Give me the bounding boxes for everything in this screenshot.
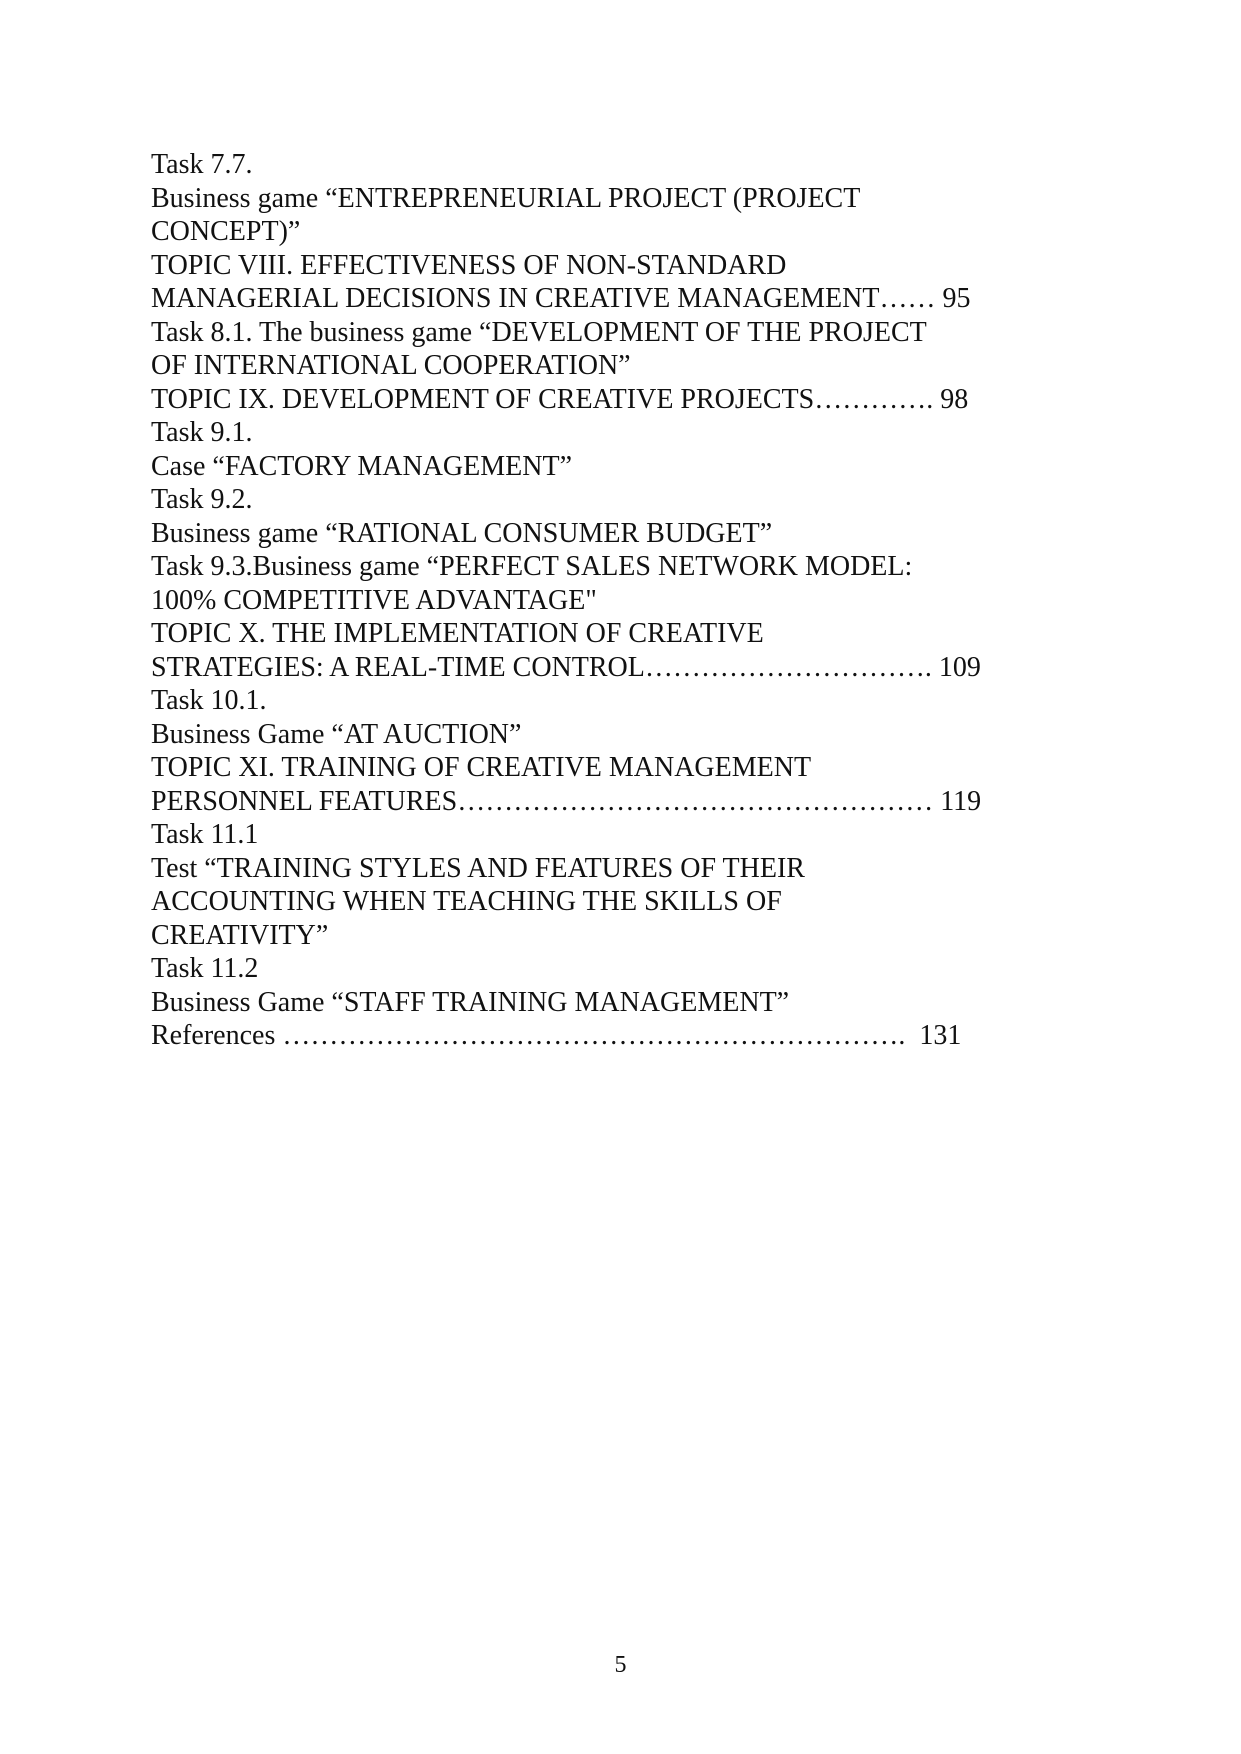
toc-line: TOPIC IX. DEVELOPMENT OF CREATIVE PROJECTS…………. 98 [151, 383, 969, 415]
toc-line: References …………………………………………………………. 131 [151, 1020, 962, 1051]
toc-line: Business Game “AT AUCTION” [151, 718, 522, 750]
toc-line: Test “TRAINING STYLES AND FEATURES OF THEIR [151, 852, 805, 884]
toc-line: Task 8.1. The business game “DEVELOPMENT OF THE PROJECT [151, 316, 927, 348]
toc-line: Task 11.1 [151, 819, 259, 850]
toc-line: Case “FACTORY MANAGEMENT” [151, 450, 573, 482]
toc-line: TOPIC VIII. EFFECTIVENESS OF NON-STANDARD [151, 249, 787, 281]
page-number: 5 [614, 1652, 627, 1678]
toc-line: Business Game “STAFF TRAINING MANAGEMENT” [151, 986, 790, 1018]
toc-line: Task 9.1. [151, 417, 253, 448]
table-of-contents [151, 148, 1031, 1053]
toc-line: Task 9.3.Business game “PERFECT SALES NETWORK MODEL: [151, 551, 913, 582]
toc-line: Business game “ENTREPRENEURIAL PROJECT (PROJECT [151, 182, 861, 214]
toc-line: TOPIC XI. TRAINING OF CREATIVE MANAGEMENT [151, 752, 812, 783]
toc-line: CONCEPT)” [151, 216, 301, 247]
toc-line: MANAGERIAL DECISIONS IN CREATIVE MANAGEMENT…… 95 [151, 283, 971, 314]
toc-line: Task 11.2 [151, 953, 259, 984]
toc-line: PERSONNEL FEATURES…………………………………………… 119 [151, 785, 982, 817]
toc-line: TOPIC X. THE IMPLEMENTATION OF CREATIVE [151, 618, 764, 649]
toc-line: ACCOUNTING WHEN TEACHING THE SKILLS OF [151, 886, 782, 917]
toc-line: OF INTERNATIONAL COOPERATION” [151, 350, 631, 381]
toc-line: Task 10.1. [151, 685, 267, 716]
toc-line: Task 7.7. [151, 149, 253, 180]
toc-line: Task 9.2. [151, 484, 253, 515]
toc-line: CREATIVITY” [151, 919, 329, 951]
toc-line: 100% COMPETITIVE ADVANTAGE" [151, 584, 597, 616]
toc-line: STRATEGIES: A REAL-TIME CONTROL…………………………. 109 [151, 651, 981, 683]
toc-line: Business game “RATIONAL CONSUMER BUDGET” [151, 517, 773, 549]
